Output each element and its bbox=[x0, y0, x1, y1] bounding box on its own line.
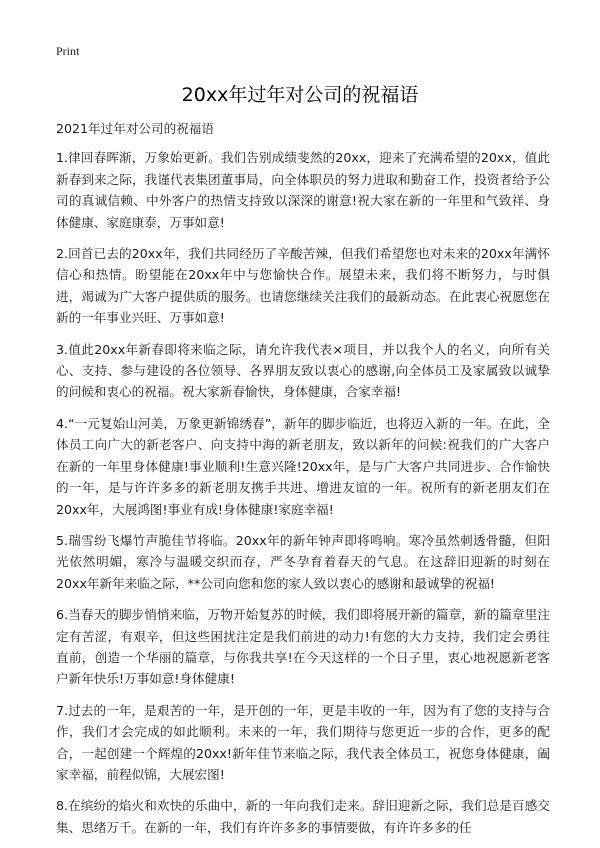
document-body bbox=[56, 118, 550, 848]
paragraph-5: 5.瑞雪纷飞爆竹声脆佳节将临。20xx年的新年钟声即将鸣响。寒冷虽然刺透骨髓，但阳光依然明媚，寒冷与温暖交织而存，严冬孕育着春天的气息。在这辞旧迎新的时刻在20xx年新年来临之际，**公司向您和您的家人致以衷心的感谢和最诚挚的祝福! bbox=[56, 532, 550, 591]
paragraph-1: 1.律回春晖渐，万象始更新。我们告别成绩斐然的20xx，迎来了充满希望的20xx，值此新春到来之际，我谨代表集团董事局，向全体职员的努力进取和勤奋工作，投资者给予公司的真诚信赖、中外客户的热情支持致以深深的谢意!祝大家在新的一年里和气致祥、身体健康、家庭康泰，万事如意! bbox=[56, 150, 550, 230]
paragraph-3: 3.值此20xx年新春即将来临之际，请允许我代表×项目，并以我个人的名义，向所有关心、支持、参与建设的各位领导、各界朋友致以衷心的感谢,向全体员工及家属致以诚挚的问候和衷心的祝福。祝大家新春愉快，身体健康，合家幸福! bbox=[56, 341, 550, 400]
paragraph-8: 8.在缤纷的焰火和欢快的乐曲中，新的一年向我们走来。辞旧迎新之际，我们总是百感交集、思绪万千。在新的一年，我们有许许多多的事情要做，有许许多多的任 bbox=[56, 798, 550, 835]
paragraph-4: 4.“一元复始山河美，万象更新锦绣春”，新年的脚步临近，也将迈入新的一年。在此，全体员工向广大的新老客户、向支持中海的新老朋友，致以新年的问候:祝我们的广大客户在新的一年里身体健康!事业顺利!生意兴隆!20xx年，是与广大客户共同进步、合作愉快的一年，是与许许多多的新老朋友携手共进、增进友谊的一年。祝所有的新老朋友们在20xx年，大展鸿图!事业有成!身体健康!家庭幸福! bbox=[56, 415, 550, 517]
paragraph-6: 6.当春天的脚步悄悄来临，万物开始复苏的时候，我们即将展开新的篇章，新的篇章里注定有苦涩，有艰辛，但这些困扰注定是我们前进的动力!有您的大力支持，我们定会勇往直前，创造一个华丽的篇章，与你我共享!在今天这样的一个日子里，衷心地祝愿新老客户新年快乐!万事如意!身体健康! bbox=[56, 607, 550, 687]
print-label[interactable]: Print bbox=[56, 44, 80, 58]
paragraph-7: 7.过去的一年，是艰苦的一年，是开创的一年，更是丰收的一年，因为有了您的支持与合作，我们才会完成的如此顺利。未来的一年，我们期待与您更近一步的合作，更多的配合，一起创建一个辉煌的20xx!新年佳节来临之际，我代表全体员工，祝您身体健康，阖家幸福，前程似锦，大展宏图! bbox=[56, 702, 550, 782]
document-subtitle: 2021年过年对公司的祝福语 bbox=[56, 121, 214, 136]
page-title: 20xx年过年对公司的祝福语 bbox=[181, 84, 419, 106]
paragraph-2: 2.回首已去的20xx年，我们共同经历了辛酸苦辣，但我们希望您也对未来的20xx年满怀信心和热情。盼望能在20xx年中与您愉快合作。展望未来，我们将不断努力，与时俱进，竭诚为广大客户提供质的服务。也请您继续关注我们的最新动态。在此衷心祝愿您在新的一年事业兴旺、万事如意! bbox=[56, 246, 550, 326]
